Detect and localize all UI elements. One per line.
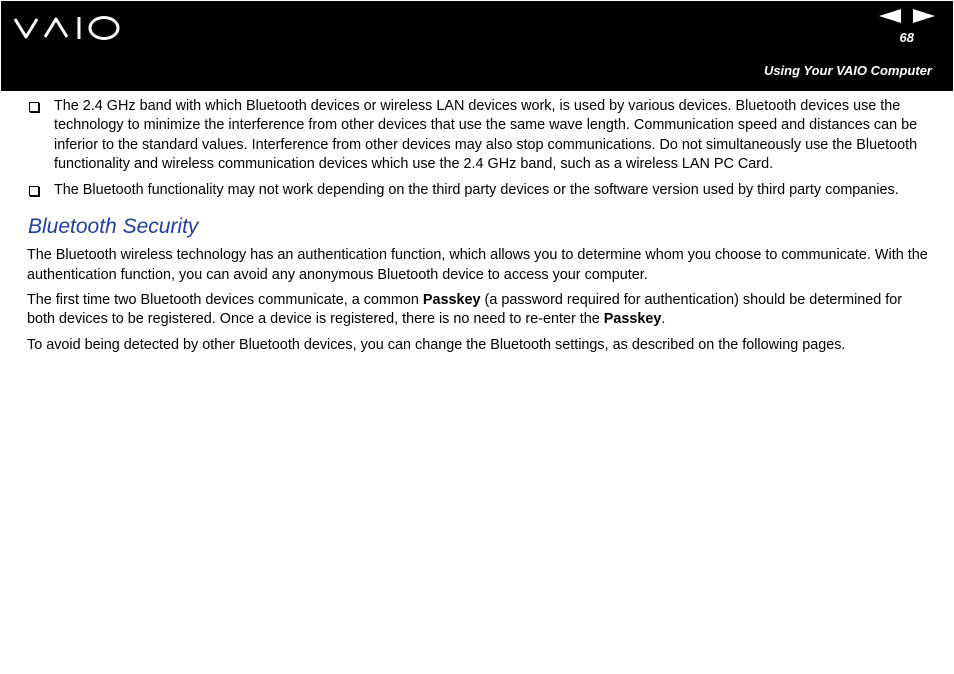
vaio-logo <box>13 12 121 42</box>
checkbox-bullet-icon <box>29 102 39 112</box>
paragraph-passkey <box>27 291 932 330</box>
passkey-term: Passkey <box>603 311 662 328</box>
next-page-arrow-icon[interactable] <box>913 9 935 23</box>
previous-page-arrow-icon[interactable] <box>879 9 901 23</box>
page-navigation <box>879 9 937 23</box>
passkey-text-part: The first time two Bluetooth devices communicate, a common <box>27 292 423 309</box>
page-header <box>1 1 953 91</box>
passkey-term: Passkey <box>422 292 481 309</box>
list-item-text: The Bluetooth functionality may not work depending on the third party devices or the software version used by third party companies. <box>54 182 899 199</box>
paragraph-detection: To avoid being detected by other Bluetooth devices, you can change the Bluetooth settings, as described on the following pages. <box>27 336 846 353</box>
list-item <box>27 181 932 200</box>
paragraph-authentication: The Bluetooth wireless technology has an authentication function, which allows you to determine whom you choose to communicate. With the authentication function, you can avoid any anonymous Bluetooth device to access your computer. <box>27 247 928 283</box>
passkey-text-part: . <box>661 311 666 328</box>
passkey-text-part: (a password required for authentication) should be determined for both devices to be registered. Once a device is registered, there is no need to re-enter the <box>27 292 903 328</box>
list-item <box>27 97 932 174</box>
page-number: 68 <box>899 30 914 45</box>
section-title: Using Your VAIO Computer <box>763 63 932 78</box>
page-content <box>27 97 932 361</box>
section-heading: Bluetooth Security <box>28 215 199 239</box>
checkbox-bullet-icon <box>29 186 39 196</box>
list-item-text: The 2.4 GHz band with which Bluetooth devices or wireless LAN devices work, is used by various devices. Bluetooth devices use the technology to minimize the interference from other devices that use the same wave length. Communication speed and distances can be inferior to the standard values. Interference from other devices may also stop communications. Do not simultaneously use the Bluetooth functionality and wireless communication devices which use the 2.4 GHz band, such as a wireless LAN PC Card. <box>54 98 918 172</box>
